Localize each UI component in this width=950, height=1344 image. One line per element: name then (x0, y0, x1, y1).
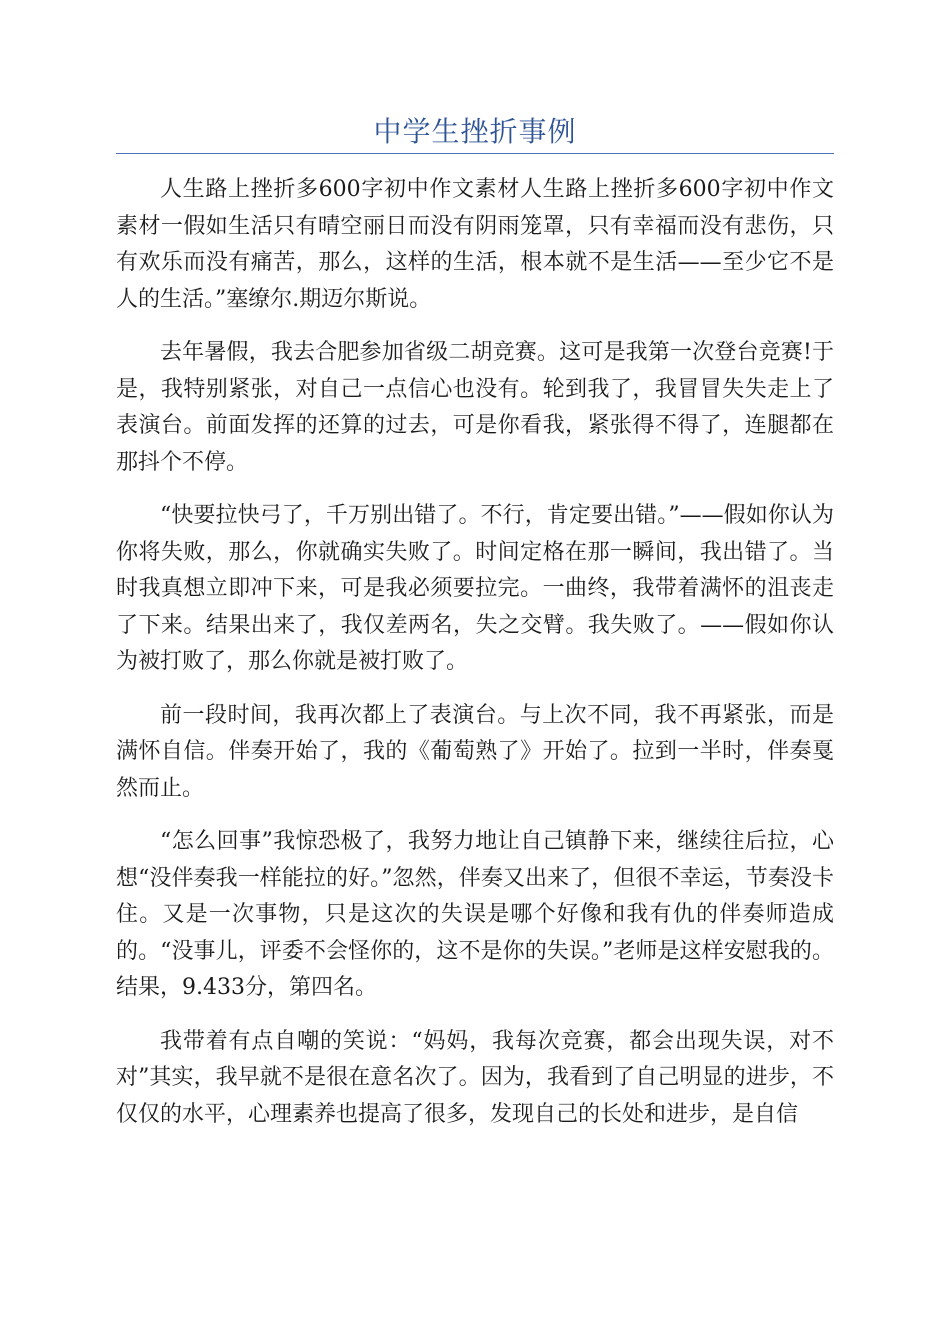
title-underline (116, 153, 834, 154)
paragraph: “快要拉快弓了，千万别出错了。不行，肯定要出错。”——假如你认为你将失败，那么，你就确实失败了。时间定格在那一瞬间，我出错了。当时我真想立即冲下来，可是我必须要拉完。一曲终，我带着满怀的沮丧走了下来。结果出来了，我仅差两名，失之交臂。我失败了。——假如你认为被打败了，那么你就是被打败了。 (116, 503, 834, 674)
document-body (116, 172, 834, 1150)
paragraph: 我带着有点自嘲的笑说：“妈妈，我每次竞赛，都会出现失误，对不对”其实，我早就不是很在意名次了。因为，我看到了自己明显的进步，不仅仅的水平，心理素养也提高了很多，发现自己的长处和进步，是自信 (116, 1028, 834, 1127)
paragraph: 前一段时间，我再次都上了表演台。与上次不同，我不再紧张，而是满怀自信。伴奏开始了，我的《葡萄熟了》开始了。拉到一半时，伴奏戛然而止。 (116, 702, 834, 801)
paragraph: “怎么回事”我惊恐极了，我努力地让自己镇静下来，继续往后拉，心想“没伴奏我一样能拉的好。”忽然，伴奏又出来了，但很不幸运，节奏没卡住。又是一次事物，只是这次的失误是哪个好像和我有仇的伴奏师造成的。“没事儿，评委不会怪你的，这不是你的失误。”老师是这样安慰我的。结果，9.433分，第四名。 (116, 829, 834, 1000)
paragraph: 人生路上挫折多600字初中作文素材人生路上挫折多600字初中作文素材一假如生活只有晴空丽日而没有阴雨笼罩，只有幸福而没有悲伤，只有欢乐而没有痛苦，那么，这样的生活，根本就不是生活——至少它不是人的生活。”塞缭尔.期迈尔斯说。 (116, 177, 834, 312)
paragraph: 去年暑假，我去合肥参加省级二胡竞赛。这可是我第一次登台竞赛!于是，我特别紧张，对自己一点信心也没有。轮到我了，我冒冒失失走上了表演台。前面发挥的还算的过去，可是你看我，紧张得不得了，连腿都在那抖个不停。 (116, 340, 834, 475)
document-title: 中学生挫折事例 (373, 115, 577, 148)
